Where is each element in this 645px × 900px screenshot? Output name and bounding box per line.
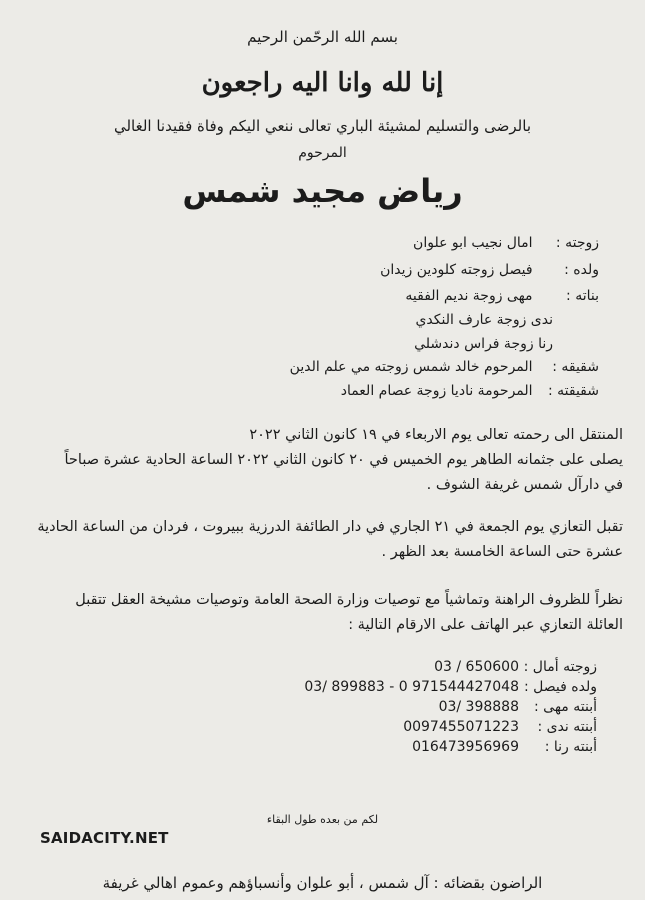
family-label: ولده :: [564, 262, 599, 278]
family-label: شقيقه :: [552, 359, 599, 375]
basmala: بسم الله الرحّمن الرحيم: [247, 28, 398, 46]
site-watermark: SAIDACITY.NET: [40, 829, 169, 847]
phone-label: ولده فيصل :: [524, 679, 597, 695]
paragraph-line: يصلى على جثمانه الطاهر يوم الخميس في ٢٠ كانون الثاني ٢٠٢٢ الساعة الحادية عشرة صباحاً: [64, 451, 623, 468]
family-label: زوجته :: [555, 235, 599, 251]
mourners-line: الراضون بقضائه : آل شمس ، أبو علوان وأنسباؤهم وعموم اهالي غريفة: [102, 874, 543, 892]
deceased-name: رياض مجيد شمس: [182, 172, 463, 210]
phone-row: [304, 697, 597, 717]
family-value: المرحومة ناديا زوجة عصام العماد: [340, 383, 533, 399]
phone-list: [304, 657, 597, 757]
family-value: فيصل زوجته كلودين زيدان: [380, 262, 533, 278]
family-label: شقيقته :: [547, 383, 599, 399]
phone-row: [304, 677, 597, 697]
paragraph-line: نظراً للظروف الراهنة وتماشياً مع توصيات وزارة الصحة العامة وتوصيات مشيخة العقل تتقبل: [75, 592, 623, 608]
quran-verse-heading: إنا لله وانا اليه راجعون: [201, 68, 444, 98]
family-label: بناته :: [566, 288, 599, 304]
condolences-paragraph: [20, 515, 623, 565]
closing-wish: لكم من بعده طول البقاء: [266, 813, 379, 826]
intro-line: بالرضى والتسليم لمشيئة الباري تعالى ننعي اليكم وفاة فقيدنا الغالي: [113, 117, 532, 135]
phone-number: 03/ 899883 - 0 971544427048: [304, 679, 519, 695]
phone-label: أبنته ندى :: [537, 719, 597, 735]
paragraph-line: عشرة حتى الساعة الخامسة بعد الظهر .: [381, 543, 623, 560]
phone-number: 016473956969: [412, 739, 519, 755]
family-value: مهى زوجة نديم الفقيه: [405, 288, 533, 304]
phone-label: أبنته مهى :: [534, 699, 597, 715]
phone-number: 03/ 398888: [438, 699, 519, 715]
paragraph-line: العائلة التعازي عبر الهاتف على الارقام التالية :: [348, 616, 623, 633]
family-sister-row: [341, 384, 599, 398]
family-wife-row: [413, 236, 599, 250]
paragraph-line: في دارآل شمس غريفة الشوف .: [426, 476, 623, 493]
family-daughter-line: رنا زوجة فراس دندشلي: [414, 336, 553, 352]
paragraph-line: المنتقل الى رحمته تعالى يوم الاربعاء في ١٩ كانون الثاني ٢٠٢٢: [249, 427, 623, 443]
family-daughters-row: [405, 289, 599, 303]
funeral-paragraph: [20, 423, 623, 498]
family-value: المرحوم خالد شمس زوجته مي علم الدين: [289, 359, 533, 375]
late-label: المرحوم: [298, 145, 347, 161]
family-value: امال نجيب ابو علوان: [413, 235, 533, 251]
family-daughter-line: ندى زوجة عارف النكدي: [415, 312, 553, 328]
phone-notice-paragraph: [20, 588, 623, 638]
phone-number: 0097455071223: [403, 719, 519, 735]
paragraph-line: تقبل التعازي يوم الجمعة في ٢١ الجاري في دار الطائفة الدرزية ببيروت ، فردان من الساعة الحادية: [37, 519, 623, 535]
phone-row: [304, 737, 597, 757]
phone-label: زوجته أمال :: [523, 659, 597, 675]
phone-row: [304, 657, 597, 677]
family-brother-row: [290, 360, 599, 374]
phone-number: 03 / 650600: [434, 659, 519, 675]
phone-label: أبنته رنا :: [544, 739, 597, 755]
phone-row: [304, 717, 597, 737]
family-son-row: [380, 263, 599, 277]
